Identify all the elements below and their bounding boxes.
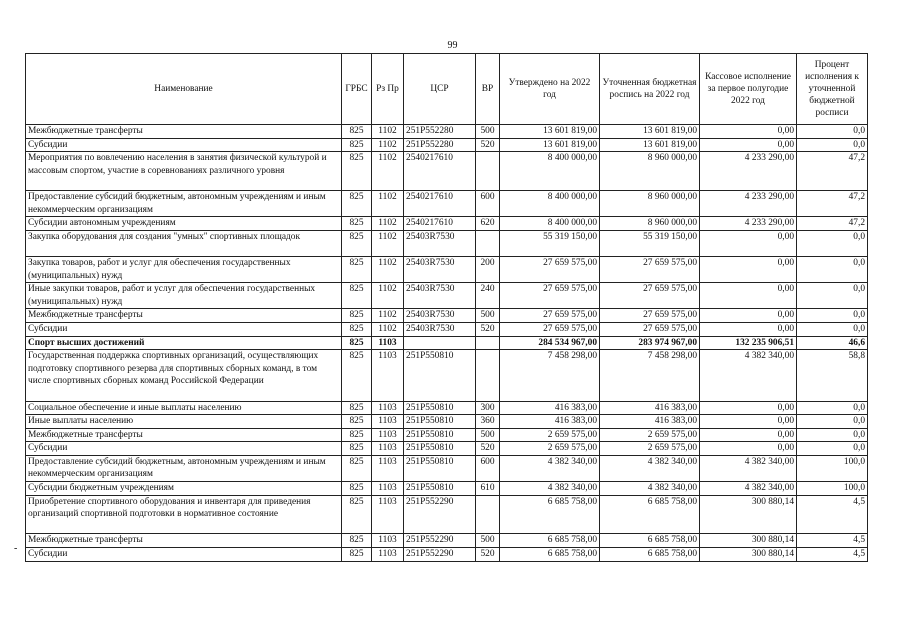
row-name: Субсидии	[26, 548, 342, 562]
row-grbs: 825	[342, 336, 372, 350]
row-approved: 416 383,00	[500, 401, 600, 415]
row-name: Межбюджетные трансферты	[26, 428, 342, 442]
row-cash: 0,00	[700, 415, 797, 429]
table-row	[26, 190, 868, 216]
col-header-approved: Утверждено на 2022 год	[500, 54, 600, 125]
row-vr: 600	[476, 190, 500, 216]
row-rzpr: 1103	[372, 336, 404, 350]
col-header-rzpr: Рз Пр	[372, 54, 404, 125]
row-grbs: 825	[342, 495, 372, 534]
row-grbs: 825	[342, 230, 372, 256]
row-csr: 251P552290	[404, 548, 476, 562]
col-header-percent: Процент исполнения к уточненной бюджетной росписи	[797, 54, 868, 125]
row-approved: 284 534 967,00	[500, 336, 600, 350]
table-row	[26, 415, 868, 429]
row-csr: 25403R7530	[404, 322, 476, 336]
row-rzpr: 1102	[372, 256, 404, 282]
row-name: Межбюджетные трансферты	[26, 309, 342, 323]
table-row	[26, 482, 868, 496]
row-cash: 0,00	[700, 283, 797, 309]
row-name: Межбюджетные трансферты	[26, 534, 342, 548]
row-cash: 300 880,14	[700, 548, 797, 562]
row-name: Приобретение спортивного оборудования и инвентаря для приведения организаций спортивной подготовки в нормативное состояние	[26, 495, 342, 534]
row-cash: 0,00	[700, 322, 797, 336]
row-grbs: 825	[342, 350, 372, 401]
row-name: Межбюджетные трансферты	[26, 125, 342, 139]
row-percent: 0,0	[797, 401, 868, 415]
row-vr	[476, 230, 500, 256]
row-grbs: 825	[342, 442, 372, 456]
table-row	[26, 442, 868, 456]
row-vr: 200	[476, 256, 500, 282]
row-refined: 6 685 758,00	[600, 534, 700, 548]
row-grbs: 825	[342, 401, 372, 415]
row-refined: 2 659 575,00	[600, 428, 700, 442]
row-cash: 0,00	[700, 125, 797, 139]
row-approved: 2 659 575,00	[500, 442, 600, 456]
row-approved: 27 659 575,00	[500, 322, 600, 336]
row-approved: 4 382 340,00	[500, 455, 600, 481]
row-rzpr: 1102	[372, 309, 404, 323]
row-cash: 0,00	[700, 428, 797, 442]
row-rzpr: 1102	[372, 190, 404, 216]
table-row	[26, 350, 868, 401]
row-percent: 0,0	[797, 322, 868, 336]
row-grbs: 825	[342, 322, 372, 336]
row-rzpr: 1102	[372, 125, 404, 139]
row-percent: 58,8	[797, 350, 868, 401]
row-csr: 251P550810	[404, 415, 476, 429]
row-cash: 0,00	[700, 442, 797, 456]
row-percent: 47,2	[797, 217, 868, 231]
table-row	[26, 309, 868, 323]
row-percent: 4,5	[797, 495, 868, 534]
table-row	[26, 217, 868, 231]
row-cash: 0,00	[700, 256, 797, 282]
row-grbs: 825	[342, 455, 372, 481]
row-vr: 300	[476, 401, 500, 415]
row-name: Социальное обеспечение и иные выплаты населению	[26, 401, 342, 415]
col-header-cash: Кассовое исполнение за первое полугодие 2022 год	[700, 54, 797, 125]
row-approved: 2 659 575,00	[500, 428, 600, 442]
row-cash: 0,00	[700, 230, 797, 256]
row-vr: 240	[476, 283, 500, 309]
row-grbs: 825	[342, 534, 372, 548]
row-grbs: 825	[342, 190, 372, 216]
row-percent: 0,0	[797, 230, 868, 256]
col-header-grbs: ГРБС	[342, 54, 372, 125]
row-name: Субсидии	[26, 138, 342, 152]
row-name: Закупка товаров, работ и услуг для обеспечения государственных (муниципальных) нужд	[26, 256, 342, 282]
row-grbs: 825	[342, 548, 372, 562]
row-cash: 4 233 290,00	[700, 217, 797, 231]
row-csr: 251P550810	[404, 428, 476, 442]
row-rzpr: 1102	[372, 138, 404, 152]
row-name: Мероприятия по вовлечению населения в занятия физической культурой и массовым спортом, участие в соревнованиях различного уровня	[26, 152, 342, 191]
row-refined: 2 659 575,00	[600, 442, 700, 456]
table-row	[26, 495, 868, 534]
row-name: Спорт высших достижений	[26, 336, 342, 350]
row-rzpr: 1103	[372, 482, 404, 496]
row-refined: 416 383,00	[600, 401, 700, 415]
row-refined: 8 960 000,00	[600, 190, 700, 216]
row-cash: 4 382 340,00	[700, 455, 797, 481]
row-csr: 2540217610	[404, 190, 476, 216]
row-grbs: 825	[342, 217, 372, 231]
row-rzpr: 1103	[372, 495, 404, 534]
row-approved: 8 400 000,00	[500, 152, 600, 191]
row-refined: 6 685 758,00	[600, 495, 700, 534]
row-percent: 0,0	[797, 256, 868, 282]
row-percent: 0,0	[797, 309, 868, 323]
table-row	[26, 455, 868, 481]
row-rzpr: 1103	[372, 548, 404, 562]
row-refined: 283 974 967,00	[600, 336, 700, 350]
row-name: Иные выплаты населению	[26, 415, 342, 429]
row-csr: 2540217610	[404, 152, 476, 191]
row-csr	[404, 336, 476, 350]
table-row	[26, 230, 868, 256]
row-vr: 610	[476, 482, 500, 496]
row-csr: 2540217610	[404, 217, 476, 231]
table-row	[26, 534, 868, 548]
row-vr: 500	[476, 534, 500, 548]
row-rzpr: 1103	[372, 534, 404, 548]
col-header-refined: Уточненная бюджетная роспись на 2022 год	[600, 54, 700, 125]
row-cash: 300 880,14	[700, 534, 797, 548]
row-refined: 13 601 819,00	[600, 125, 700, 139]
row-csr: 251P552290	[404, 495, 476, 534]
col-header-name: Наименование	[26, 54, 342, 125]
row-percent: 46,6	[797, 336, 868, 350]
row-percent: 4,5	[797, 548, 868, 562]
margin-mark: -	[14, 543, 18, 554]
table-row	[26, 152, 868, 191]
row-refined: 6 685 758,00	[600, 548, 700, 562]
row-refined: 13 601 819,00	[600, 138, 700, 152]
row-approved: 416 383,00	[500, 415, 600, 429]
row-name: Субсидии бюджетным учреждениям	[26, 482, 342, 496]
row-csr: 251P550810	[404, 401, 476, 415]
row-vr: 520	[476, 322, 500, 336]
row-vr: 500	[476, 428, 500, 442]
row-csr: 25403R7530	[404, 309, 476, 323]
row-refined: 4 382 340,00	[600, 482, 700, 496]
row-csr: 251P552280	[404, 125, 476, 139]
row-rzpr: 1102	[372, 230, 404, 256]
row-approved: 55 319 150,00	[500, 230, 600, 256]
table-row	[26, 336, 868, 350]
row-cash: 4 233 290,00	[700, 152, 797, 191]
row-vr: 520	[476, 138, 500, 152]
row-rzpr: 1102	[372, 322, 404, 336]
table-row	[26, 428, 868, 442]
row-rzpr: 1103	[372, 428, 404, 442]
row-name: Субсидии автономным учреждениям	[26, 217, 342, 231]
table-row	[26, 322, 868, 336]
row-rzpr: 1103	[372, 350, 404, 401]
row-refined: 27 659 575,00	[600, 322, 700, 336]
row-approved: 6 685 758,00	[500, 534, 600, 548]
row-vr	[476, 152, 500, 191]
table-row	[26, 138, 868, 152]
row-approved: 27 659 575,00	[500, 283, 600, 309]
row-csr: 251P552290	[404, 534, 476, 548]
row-percent: 0,0	[797, 415, 868, 429]
row-percent: 100,0	[797, 455, 868, 481]
row-cash: 4 233 290,00	[700, 190, 797, 216]
row-approved: 6 685 758,00	[500, 495, 600, 534]
row-approved: 13 601 819,00	[500, 138, 600, 152]
row-grbs: 825	[342, 256, 372, 282]
row-rzpr: 1102	[372, 152, 404, 191]
row-vr: 520	[476, 442, 500, 456]
row-rzpr: 1103	[372, 455, 404, 481]
row-grbs: 825	[342, 415, 372, 429]
row-approved: 27 659 575,00	[500, 309, 600, 323]
row-vr: 620	[476, 217, 500, 231]
page-number: 99	[447, 40, 458, 51]
row-refined: 4 382 340,00	[600, 455, 700, 481]
table-row	[26, 283, 868, 309]
row-vr	[476, 495, 500, 534]
row-approved: 7 458 298,00	[500, 350, 600, 401]
row-cash: 0,00	[700, 138, 797, 152]
row-cash: 4 382 340,00	[700, 482, 797, 496]
row-vr: 500	[476, 309, 500, 323]
table-row	[26, 401, 868, 415]
row-grbs: 825	[342, 428, 372, 442]
row-grbs: 825	[342, 138, 372, 152]
row-refined: 55 319 150,00	[600, 230, 700, 256]
row-csr: 251P552280	[404, 138, 476, 152]
table-body	[26, 125, 868, 562]
row-csr: 25403R7530	[404, 256, 476, 282]
row-cash: 0,00	[700, 309, 797, 323]
col-header-vr: ВР	[476, 54, 500, 125]
row-approved: 8 400 000,00	[500, 190, 600, 216]
row-csr: 251P550810	[404, 442, 476, 456]
row-vr: 500	[476, 125, 500, 139]
row-percent: 47,2	[797, 152, 868, 191]
row-grbs: 825	[342, 152, 372, 191]
table-header-row	[26, 54, 868, 125]
row-cash: 4 382 340,00	[700, 350, 797, 401]
row-csr: 25403R7530	[404, 283, 476, 309]
table-row	[26, 256, 868, 282]
row-vr	[476, 336, 500, 350]
row-refined: 7 458 298,00	[600, 350, 700, 401]
row-approved: 27 659 575,00	[500, 256, 600, 282]
row-name: Иные закупки товаров, работ и услуг для обеспечения государственных (муниципальных) нужд	[26, 283, 342, 309]
budget-table	[25, 53, 868, 562]
row-cash: 0,00	[700, 401, 797, 415]
row-grbs: 825	[342, 309, 372, 323]
row-approved: 6 685 758,00	[500, 548, 600, 562]
row-csr: 251P550810	[404, 350, 476, 401]
row-percent: 0,0	[797, 138, 868, 152]
row-percent: 0,0	[797, 125, 868, 139]
row-percent: 4,5	[797, 534, 868, 548]
row-name: Субсидии	[26, 322, 342, 336]
row-refined: 416 383,00	[600, 415, 700, 429]
row-name: Предоставление субсидий бюджетным, автономным учреждениям и иным некоммерческим организациям	[26, 455, 342, 481]
row-cash: 300 880,14	[700, 495, 797, 534]
row-rzpr: 1102	[372, 217, 404, 231]
row-refined: 8 960 000,00	[600, 217, 700, 231]
row-name: Субсидии	[26, 442, 342, 456]
row-percent: 100,0	[797, 482, 868, 496]
row-name: Предоставление субсидий бюджетным, автономным учреждениям и иным некоммерческим организациям	[26, 190, 342, 216]
row-vr	[476, 350, 500, 401]
row-rzpr: 1103	[372, 442, 404, 456]
row-csr: 251P550810	[404, 482, 476, 496]
col-header-csr: ЦСР	[404, 54, 476, 125]
row-percent: 47,2	[797, 190, 868, 216]
row-name: Закупка оборудования для создания "умных" спортивных площадок	[26, 230, 342, 256]
row-cash: 132 235 906,51	[700, 336, 797, 350]
row-percent: 0,0	[797, 428, 868, 442]
row-rzpr: 1102	[372, 283, 404, 309]
row-percent: 0,0	[797, 283, 868, 309]
row-grbs: 825	[342, 125, 372, 139]
row-csr: 25403R7530	[404, 230, 476, 256]
row-approved: 13 601 819,00	[500, 125, 600, 139]
row-approved: 4 382 340,00	[500, 482, 600, 496]
table-row	[26, 548, 868, 562]
row-percent: 0,0	[797, 442, 868, 456]
row-rzpr: 1103	[372, 415, 404, 429]
row-rzpr: 1103	[372, 401, 404, 415]
row-refined: 8 960 000,00	[600, 152, 700, 191]
row-refined: 27 659 575,00	[600, 283, 700, 309]
row-grbs: 825	[342, 482, 372, 496]
row-vr: 600	[476, 455, 500, 481]
row-vr: 520	[476, 548, 500, 562]
row-name: Государственная поддержка спортивных организаций, осуществляющих подготовку спортивного резерва для спортивных сборных команд, в том числе спортивных сборных команд Российской Федерации	[26, 350, 342, 401]
row-grbs: 825	[342, 283, 372, 309]
row-vr: 360	[476, 415, 500, 429]
row-approved: 8 400 000,00	[500, 217, 600, 231]
row-csr: 251P550810	[404, 455, 476, 481]
row-refined: 27 659 575,00	[600, 256, 700, 282]
table-row	[26, 125, 868, 139]
row-refined: 27 659 575,00	[600, 309, 700, 323]
